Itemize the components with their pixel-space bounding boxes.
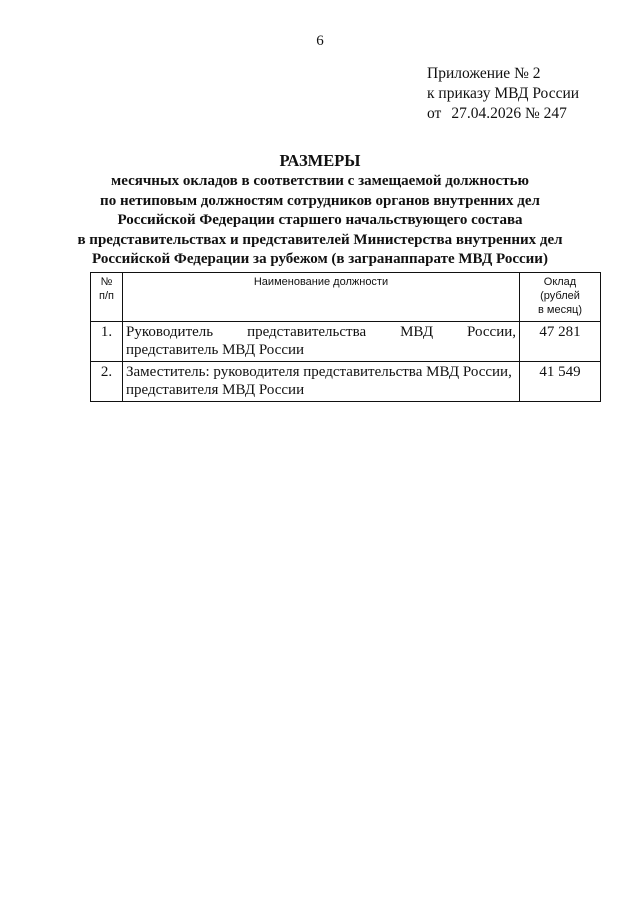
position-name-line — [126, 323, 516, 341]
header-position-name: Наименование должности — [123, 273, 520, 322]
row-number: 1. — [91, 322, 123, 362]
position-word: Руководитель — [126, 324, 214, 340]
position-word: МВД — [400, 324, 434, 340]
title-line: в представительствах и представителей Министерства внутренних дел — [77, 231, 563, 248]
table-row — [91, 362, 601, 402]
salary-table — [90, 272, 601, 402]
appendix-date-line — [427, 104, 579, 124]
appendix-reference — [427, 64, 579, 124]
header-salary — [520, 273, 601, 322]
appendix-date: 27.04.2026 — [451, 105, 522, 122]
title-line: месячных окладов в соответствии с замещаемой должностью — [111, 173, 529, 189]
title-line: Российской Федерации старшего начальствующего состава — [117, 212, 523, 228]
title-heading: РАЗМЕРЫ — [279, 151, 361, 170]
appendix-order-number: № 247 — [524, 105, 567, 122]
position-name-line: представитель МВД России — [126, 342, 305, 358]
page-number: 6 — [316, 33, 324, 49]
header-salary-line: Оклад — [543, 276, 577, 288]
position-name — [123, 362, 520, 402]
salary-value: 41 549 — [520, 362, 601, 402]
table-row — [91, 322, 601, 362]
table-header-row — [91, 273, 601, 322]
header-salary-line: в месяц) — [538, 304, 582, 316]
position-word: России, — [467, 324, 516, 340]
title-line: Российской Федерации за рубежом (в загранаппарате МВД России) — [92, 251, 548, 267]
position-name-line: представителя МВД России — [126, 382, 305, 398]
appendix-title: Приложение № 2 — [427, 65, 541, 82]
position-name — [123, 322, 520, 362]
document-title — [0, 150, 640, 270]
row-number: 2. — [91, 362, 123, 402]
title-line: по нетиповым должностям сотрудников органов внутренних дел — [100, 192, 540, 209]
position-name-line: Заместитель: руководителя представительства МВД России, — [126, 364, 512, 380]
position-word: представительства — [247, 324, 367, 340]
header-number — [91, 273, 123, 322]
header-salary-line: (рублей — [540, 290, 580, 302]
salary-value: 47 281 — [520, 322, 601, 362]
appendix-order: к приказу МВД России — [427, 85, 580, 102]
header-number-symbol: № — [100, 276, 113, 288]
header-number-abbr: п/п — [99, 290, 114, 302]
appendix-date-prefix: от — [427, 105, 442, 122]
